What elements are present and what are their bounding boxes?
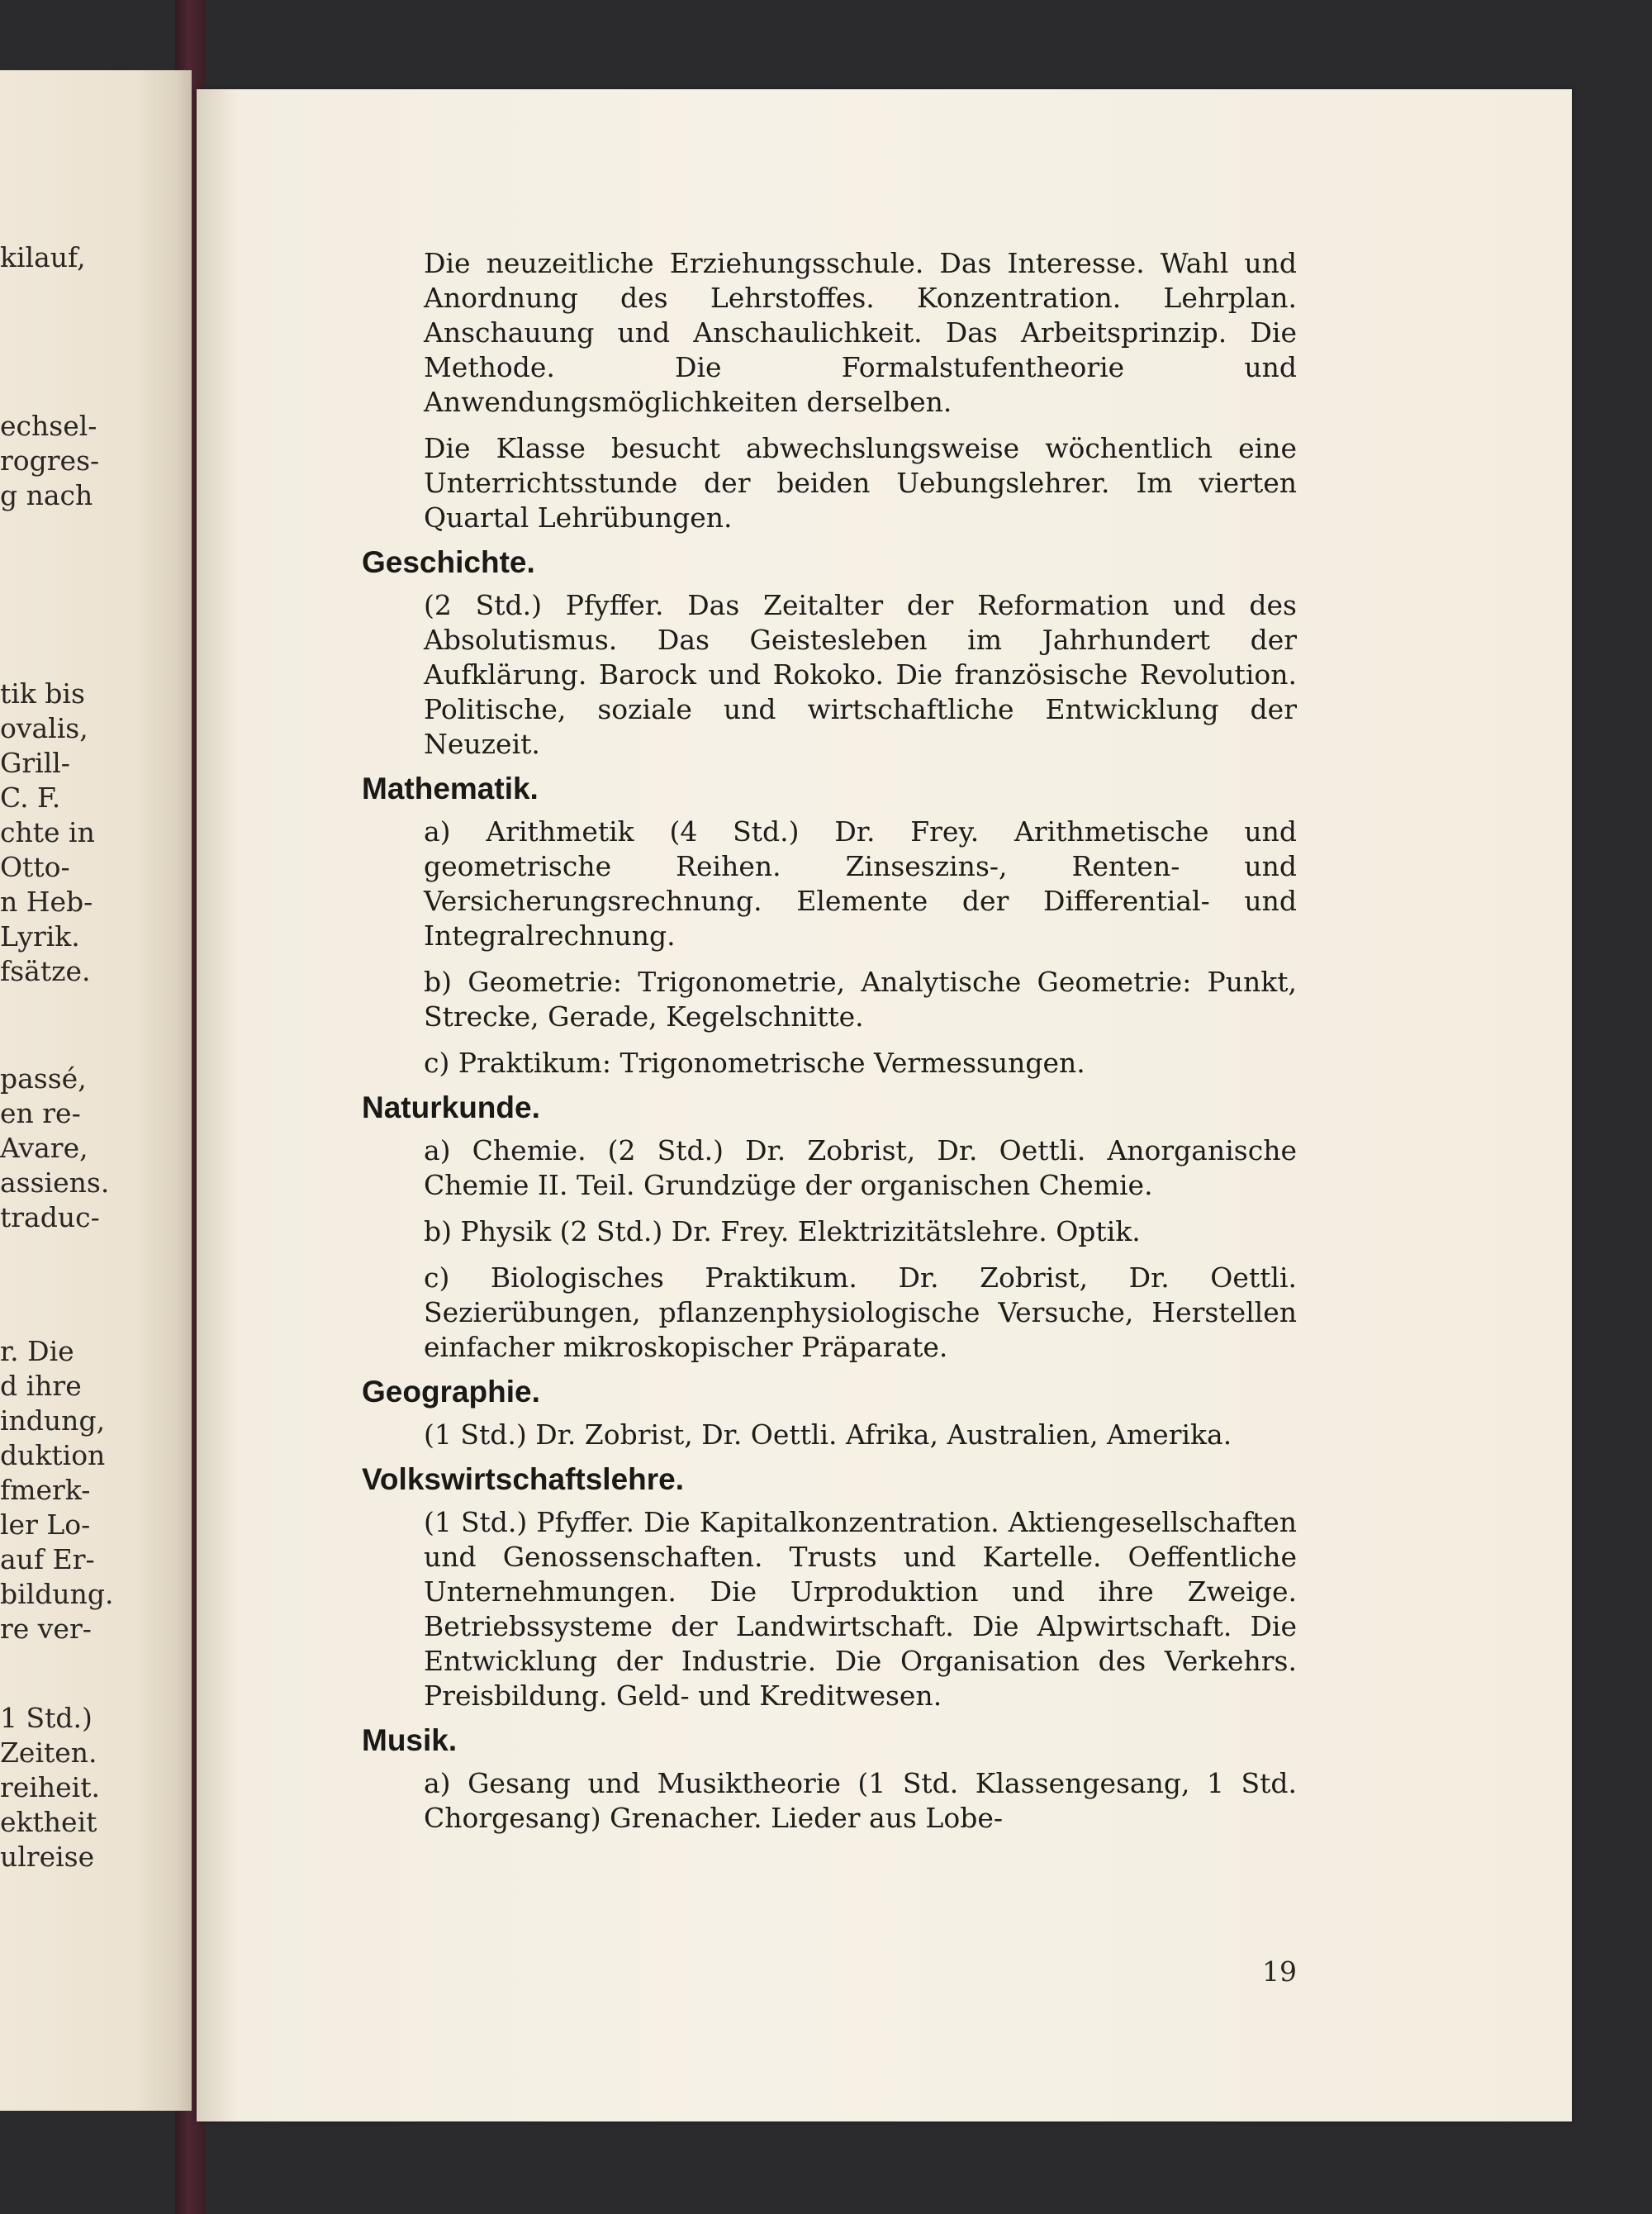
left-line: C. F.	[0, 782, 61, 814]
left-line: auf Er-	[0, 1543, 95, 1575]
section-heading: Volkswirtschaftslehre.	[362, 1462, 685, 1496]
left-line: ulreise	[0, 1841, 95, 1873]
section-heading: Geographie.	[362, 1375, 540, 1409]
left-line: ler Lo-	[0, 1508, 91, 1541]
paragraph: (1 Std.) Pfyffer. Die Kapitalkonzentration. Aktiengesellschaften und Genossenschaften. Trusts und Kartelle. Oeffentliche Unternehmungen. Die Urproduktion und ihre Zweige. Betriebssysteme der Landwirtschaft. Die Alpwirtschaft. Die Entwicklung der Industrie. Die Organisation des Verkehrs. Preisbildung. Geld- und Kreditwesen.	[424, 1506, 1297, 1712]
section-heading: Naturkunde.	[362, 1090, 540, 1124]
left-line: Lyrik.	[0, 920, 80, 953]
left-line: rogres-	[0, 444, 100, 477]
left-line: duktion	[0, 1439, 106, 1471]
paragraph: (1 Std.) Dr. Zobrist, Dr. Oettli. Afrika, Australien, Amerika.	[424, 1418, 1232, 1451]
paragraph: b) Physik (2 Std.) Dr. Frey. Elektrizitätslehre. Optik.	[424, 1215, 1141, 1247]
left-line: echsel-	[0, 410, 97, 442]
left-line: fmerk-	[0, 1474, 91, 1506]
left-line: fsätze.	[0, 955, 91, 987]
left-line: reiheit.	[0, 1771, 100, 1803]
paragraph: Die neuzeitliche Erziehungsschule. Das Interesse. Wahl und Anordnung des Lehrstoffes. Konzentration. Lehrplan. Anschauung und Anschaulichkeit. Das Arbeitsprinzip. Die Methode. Die Formalstufentheorie und Anwendungsmöglichkeiten derselben.	[424, 247, 1297, 418]
left-line: ektheit	[0, 1806, 97, 1838]
section-heading: Musik.	[362, 1723, 458, 1757]
left-line: traduc-	[0, 1201, 100, 1233]
paragraph: a) Gesang und Musiktheorie (1 Std. Klassengesang, 1 Std. Chorgesang) Grenacher. Lieder aus Lobe-	[424, 1767, 1297, 1834]
left-line: r. Die	[0, 1335, 74, 1367]
left-line: kilauf,	[0, 241, 86, 273]
paragraph: b) Geometrie: Trigonometrie, Analytische Geometrie: Punkt, Strecke, Gerade, Kegelschnitte.	[424, 966, 1297, 1033]
left-line: re ver-	[0, 1613, 92, 1645]
paragraph: Die Klasse besucht abwechslungsweise wöchentlich eine Unterrichtsstunde der beiden Uebungslehrer. Im vierten Quartal Lehrübungen.	[424, 432, 1297, 534]
left-line: tik bis	[0, 677, 85, 710]
section-heading: Mathematik.	[362, 772, 539, 805]
paragraph: a) Chemie. (2 Std.) Dr. Zobrist, Dr. Oettli. Anorganische Chemie II. Teil. Grundzüge der organischen Chemie.	[424, 1134, 1297, 1201]
page-content	[362, 246, 1297, 1836]
left-line: chte in	[0, 816, 95, 848]
left-line: bildung.	[0, 1578, 114, 1610]
paragraph: c) Praktikum: Trigonometrische Vermessungen.	[424, 1047, 1085, 1079]
left-line: ovalis,	[0, 712, 88, 744]
left-line: g nach	[0, 479, 93, 511]
left-line: Avare,	[0, 1132, 88, 1164]
paragraph: c) Biologisches Praktikum. Dr. Zobrist, Dr. Oettli. Sezierübungen, pflanzenphysiologische Versuche, Herstellen einfacher mikroskopischer Präparate.	[424, 1261, 1297, 1363]
left-line: passé,	[0, 1062, 87, 1095]
left-line: n Heb-	[0, 886, 93, 918]
left-line: 1 Std.)	[0, 1702, 93, 1734]
left-line: Zeiten.	[0, 1737, 97, 1769]
left-line: Otto-	[0, 851, 70, 883]
section-heading: Geschichte.	[362, 545, 535, 579]
left-line: indung,	[0, 1404, 106, 1437]
left-line: Grill-	[0, 747, 70, 779]
left-line: assiens.	[0, 1166, 110, 1199]
left-page-text	[0, 0, 192, 2214]
page-number: 19	[1262, 1955, 1297, 1988]
left-line: en re-	[0, 1097, 81, 1129]
left-line: d ihre	[0, 1370, 82, 1402]
paragraph: a) Arithmetik (4 Std.) Dr. Frey. Arithmetische und geometrische Reihen. Zinseszins-, Renten- und Versicherungsrechnung. Elemente der Differential- und Integralrechnung.	[424, 815, 1297, 952]
paragraph: (2 Std.) Pfyffer. Das Zeitalter der Reformation und des Absolutismus. Das Geistesleben im Jahrhundert der Aufklärung. Barock und Rokoko. Die französische Revolution. Politische, soziale und wirtschaftliche Entwicklung der Neuzeit.	[424, 589, 1297, 760]
